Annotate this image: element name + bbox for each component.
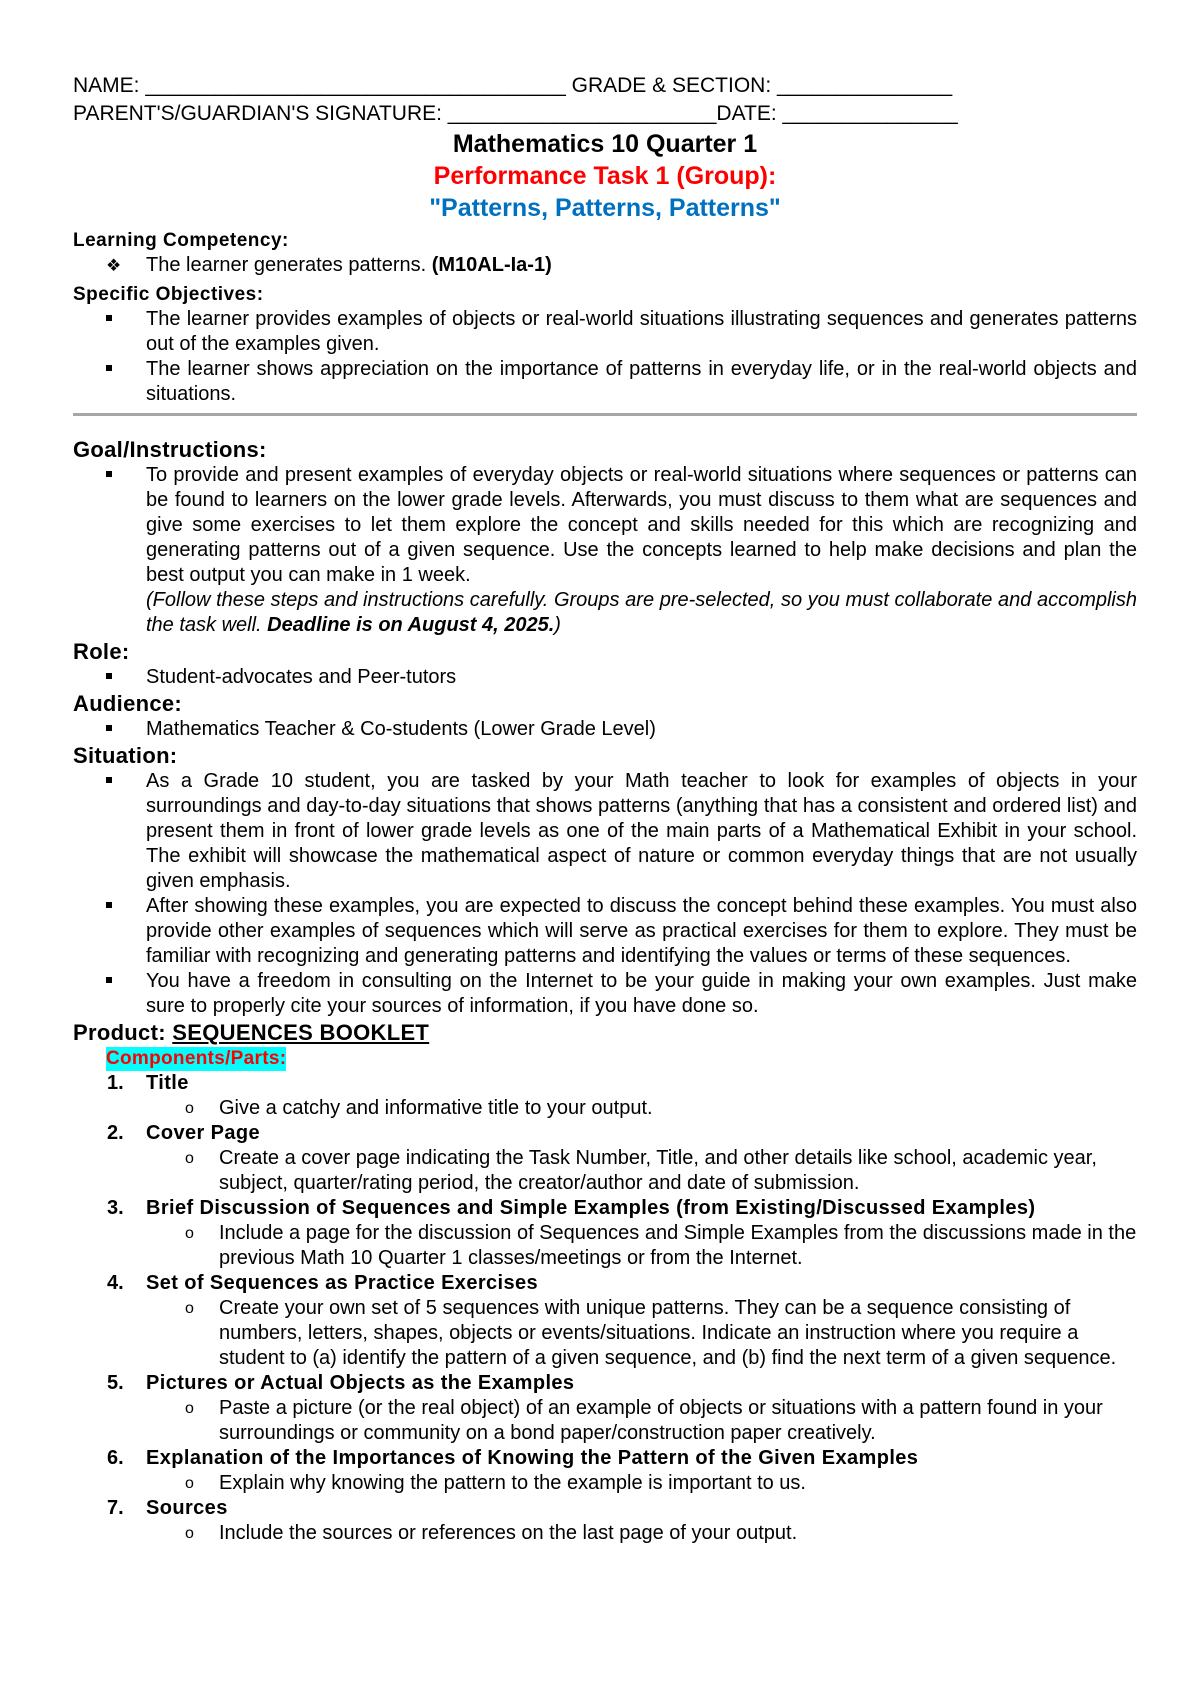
circle-bullet-icon: o <box>185 1225 194 1242</box>
list-item: 2. Cover Page o Create a cover page indicating the Task Number, Title, and other details like school, academic year, subject, quarter/rating period, the creator/author and date of submission. <box>107 1122 1097 1194</box>
square-bullet-icon <box>106 357 112 382</box>
role-heading: Role: <box>73 639 130 664</box>
square-bullet-icon <box>106 665 112 690</box>
list-item: The learner provides examples of objects or real-world situations illustrating sequences and generates patterns out of the examples given. <box>73 307 1137 357</box>
component-title: Title <box>146 1072 189 1094</box>
product-heading: Product: SEQUENCES BOOKLET <box>73 1020 430 1045</box>
components-list <box>73 1071 1137 1546</box>
list-item: 7. Sources o Include the sources or references on the last page of your output. <box>107 1497 798 1544</box>
list-item: 4. Set of Sequences as Practice Exercises o Create your own set of 5 sequences with unique patterns. They can be a sequence consisting of numbers, letters, shapes, objects or events/situations. Indicate an instruction where you require a student to (a) identify the pattern of a given sequence, and (b) find the next term of a given sequence. <box>107 1272 1117 1369</box>
square-bullet-icon <box>106 894 112 919</box>
list-item: 3. Brief Discussion of Sequences and Simple Examples (from Existing/Discussed Examples) o Include a page for the discussion of Sequences and Simple Examples from the discussions made in the previous Math 10 Quarter 1 classes/meetings or from the Internet. <box>107 1197 1137 1269</box>
square-bullet-icon <box>106 307 112 332</box>
component-title: Sources <box>146 1497 228 1519</box>
component-title: Cover Page <box>146 1122 261 1144</box>
list-item <box>73 253 1137 278</box>
component-title: Explanation of the Importances of Knowing the Pattern of the Given Examples <box>146 1447 919 1469</box>
section-divider <box>73 413 1137 416</box>
situation-list <box>73 769 1137 1019</box>
signature-date-line: PARENT'S/GUARDIAN'S SIGNATURE: _______________________DATE: _______________ <box>73 102 958 125</box>
competency-text: The learner generates patterns. <box>146 254 432 276</box>
list-item: After showing these examples, you are expected to discuss the concept behind these examples. You must also provide other examples of sequences which will serve as practical exercises for them to explore. They must be familiar with recognizing and generating patterns and identifying the values or terms of these sequences. <box>73 894 1137 969</box>
course-title: Mathematics 10 Quarter 1 <box>452 130 758 158</box>
audience-list <box>73 717 1137 742</box>
goal-list <box>73 463 1137 638</box>
task-title: Performance Task 1 (Group): <box>433 162 777 190</box>
task-name: "Patterns, Patterns, Patterns" <box>429 194 781 222</box>
list-item: As a Grade 10 student, you are tasked by your Math teacher to look for examples of objects in your surroundings and day-to-day situations that shows patterns (anything that has a consistent and ordered list) and present them in front of lower grade levels as one of the main parts of a Mathematical Exhibit in your school. The exhibit will showcase the mathematical aspect of nature or common everyday things that are not usually given emphasis. <box>73 769 1137 894</box>
document-page <box>73 72 1137 1546</box>
goal-deadline: Deadline is on August 4, 2025. <box>267 614 555 636</box>
component-title: Set of Sequences as Practice Exercises <box>146 1272 539 1294</box>
role-list <box>73 665 1137 690</box>
circle-bullet-icon: o <box>185 1150 194 1167</box>
objectives-label: Specific Objectives: <box>73 284 264 305</box>
list-item: Mathematics Teacher & Co-students (Lower Grade Level) <box>73 717 1137 742</box>
product-name: SEQUENCES BOOKLET <box>172 1020 430 1045</box>
diamond-bullet-icon: ❖ <box>106 256 122 275</box>
square-bullet-icon <box>106 717 112 742</box>
goal-text: To provide and present examples of everyday objects or real-world situations where sequences or patterns can be found to learners on the lower grade levels. Afterwards, you must discuss to them what are sequences and give some exercises to let them explore the concept and skills needed for this which are recognizing and generating patterns out of a given sequence. Use the concepts learned to help make decisions and plan the best output you can make in 1 week. <box>146 464 1137 586</box>
competency-label: Learning Competency: <box>73 230 289 251</box>
circle-bullet-icon: o <box>185 1475 194 1492</box>
goal-note: (Follow these steps and instructions carefully. Groups are pre-selected, so you must collaborate and accomplish the task well. <box>146 589 1137 636</box>
goal-heading: Goal/Instructions: <box>73 437 267 462</box>
component-title: Pictures or Actual Objects as the Examples <box>146 1372 575 1394</box>
square-bullet-icon <box>106 969 112 994</box>
components-label: Components/Parts: <box>106 1048 287 1069</box>
square-bullet-icon <box>106 769 112 794</box>
circle-bullet-icon: o <box>185 1400 194 1417</box>
situation-heading: Situation: <box>73 743 178 768</box>
circle-bullet-icon: o <box>185 1525 194 1542</box>
competency-list <box>73 253 1137 278</box>
name-grade-line: NAME: ____________________________________ GRADE & SECTION: _______________ <box>73 74 953 97</box>
list-item: 6. Explanation of the Importances of Knowing the Pattern of the Given Examples o Explain why knowing the pattern to the example is important to us. <box>107 1447 919 1494</box>
audience-heading: Audience: <box>73 691 183 716</box>
objectives-list <box>73 307 1137 407</box>
circle-bullet-icon: o <box>185 1100 194 1117</box>
competency-code: (M10AL-Ia-1) <box>431 254 552 276</box>
list-item: To provide and present examples of everyday objects or real-world situations where sequences or patterns can be found to learners on the lower grade levels. Afterwards, you must discuss to them what are sequences and give some exercises to let them explore the concept and skills needed for this which are recognizing and generating patterns out of a given sequence. Use the concepts learned to help make decisions and plan the best output you can make in 1 week. (Follow these steps and instructions carefully. Groups are pre-selected, so you must collaborate and accomplish the task well. Deadline is on August 4, 2025.) <box>73 463 1137 638</box>
list-item: Student-advocates and Peer-tutors <box>73 665 1137 690</box>
list-item: The learner shows appreciation on the importance of patterns in everyday life, or in the real-world objects and situations. <box>73 357 1137 407</box>
component-title: Brief Discussion of Sequences and Simple Examples (from Existing/Discussed Examples) <box>146 1197 1036 1219</box>
list-item: 5. Pictures or Actual Objects as the Examples o Paste a picture (or the real object) of an example of objects or situations with a pattern found in your surroundings or community on a bond paper/construction paper creatively. <box>107 1372 1103 1444</box>
list-item: 1. Title o Give a catchy and informative title to your output. <box>107 1072 653 1119</box>
circle-bullet-icon: o <box>185 1300 194 1317</box>
list-item: You have a freedom in consulting on the Internet to be your guide in making your own examples. Just make sure to properly cite your sources of information, if you have done so. <box>73 969 1137 1019</box>
square-bullet-icon <box>106 463 112 488</box>
